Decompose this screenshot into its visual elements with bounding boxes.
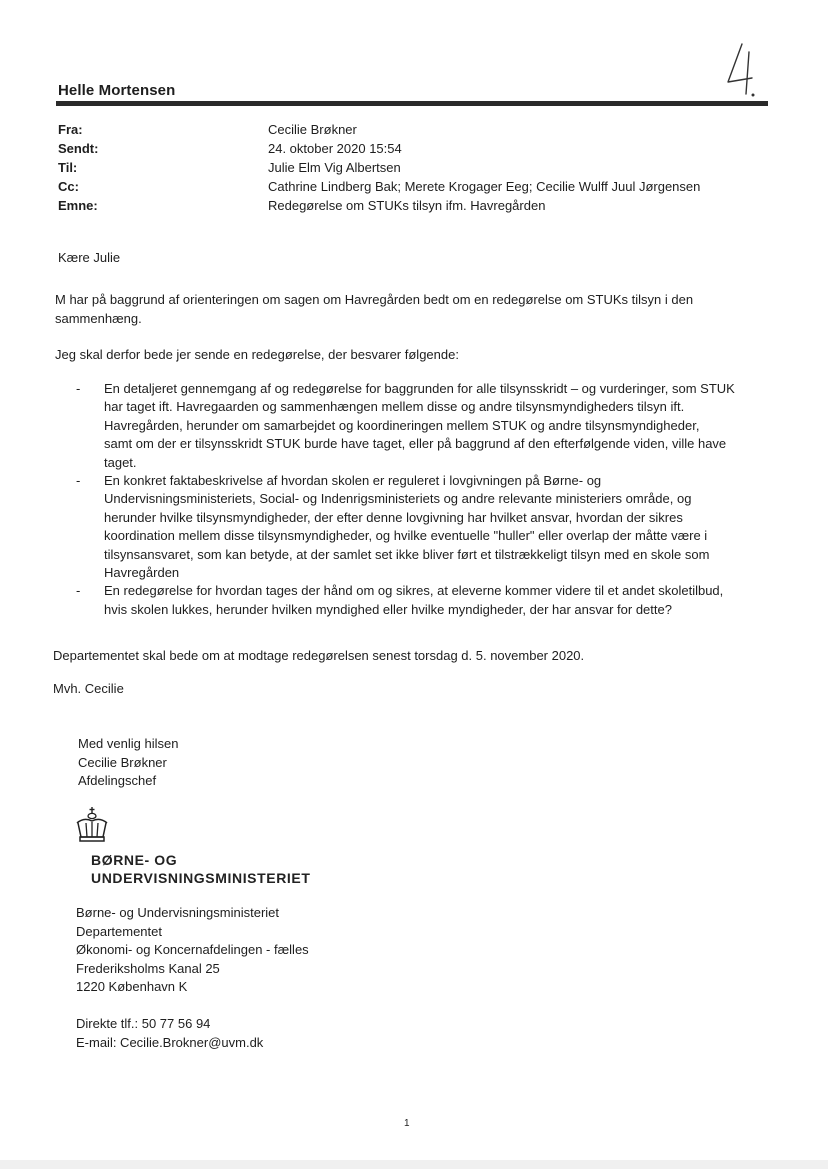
address-block: [76, 904, 309, 997]
signature-title: Afdelingschef: [78, 773, 157, 788]
from-value: Cecilie Brøkner: [268, 122, 357, 137]
to-label: Til:: [58, 160, 78, 175]
scan-bottom-edge: [0, 1160, 828, 1169]
from-label: Fra:: [58, 122, 83, 137]
ministry-logo: [91, 851, 311, 887]
deadline-paragraph: Departementet skal bede om at modtage redegørelsen senest torsdag d. 5. november 2020.: [53, 648, 585, 663]
bullet-line: En redegørelse for hvordan tages der hånd om og sikres, at eleverne kommer videre til et andet skoletilbud,: [104, 583, 724, 599]
bullet-line: samt om der er tilsynsskridt STUK burde have taget, eller på baggrund af den efterfølgende viden, ville have: [104, 436, 727, 452]
signature-greeting: Med venlig hilsen: [78, 736, 179, 751]
bullet-line: En konkret faktabeskrivelse af hvordan skolen er reguleret i lovgivningen på Børne- og: [104, 473, 602, 489]
handwritten-page-mark: [722, 38, 762, 98]
address-org: Børne- og Undervisningsministeriet: [76, 905, 280, 920]
bullet-marker: -: [76, 583, 81, 599]
contact-email: E-mail: Cecilie.Brokner@uvm.dk: [76, 1034, 264, 1050]
paragraph-instruction: Jeg skal derfor bede jer sende en redegørelse, der besvarer følgende:: [55, 347, 459, 362]
logo-line: BØRNE- OG: [91, 852, 178, 868]
cc-value: Cathrine Lindberg Bak; Merete Krogager Eeg; Cecilie Wulff Juul Jørgensen: [268, 179, 701, 194]
page-number: 1: [404, 1118, 410, 1129]
paragraph-line: sammenhæng.: [55, 310, 142, 326]
list-item: [76, 472, 776, 582]
sent-label: Sendt:: [58, 141, 99, 156]
address-division: Økonomi- og Koncernafdelingen - fælles: [76, 942, 309, 957]
contact-block: [76, 1015, 263, 1052]
bullet-line: har taget ift. Havregaarden og sammenhængen mellem disse og andre tilsynsmyndigheders tilsyn ift.: [104, 399, 685, 415]
bullet-list: [76, 380, 776, 619]
bullet-line: hvis skolen lukkes, herunder hvilken myndighed eller hvilke myndigheder, der har ansvar for dette?: [104, 601, 672, 617]
address-street: Frederiksholms Kanal 25: [76, 960, 220, 976]
bullet-line: Havregården, herunder om samarbejdet og koordineringen mellem STUK og andre tilsynsmyndigheder,: [104, 417, 700, 433]
bullet-line: En detaljeret gennemgang af og redegørelse for baggrunden for alle tilsynsskridt – og vurderinger, som STUK: [104, 381, 735, 396]
signature-name: Cecilie Brøkner: [78, 754, 167, 770]
address-dept: Departementet: [76, 923, 162, 939]
document-owner-name: Helle Mortensen: [58, 82, 176, 99]
contact-phone: Direkte tlf.: 50 77 56 94: [76, 1016, 211, 1031]
bullet-line: taget.: [104, 454, 137, 470]
bullet-line: herunder hvilke tilsynsmyndigheder, der efter denne lovgivning har hvilket ansvar, hvordan der sikres: [104, 509, 683, 525]
signature-block: [78, 735, 178, 791]
subject-label: Emne:: [58, 198, 98, 213]
subject-value: Redegørelse om STUKs tilsyn ifm. Havregården: [268, 198, 546, 213]
closing-line: Mvh. Cecilie: [53, 681, 124, 696]
cc-label: Cc:: [58, 179, 79, 194]
list-item: [76, 582, 776, 619]
to-value: Julie Elm Vig Albertsen: [268, 160, 401, 175]
bullet-line: koordination mellem disse tilsynsmyndigheder, og hvilke eventuelle "huller" eller overlap der måtte være i: [104, 528, 708, 544]
header-rule: [56, 101, 768, 106]
crown-icon: [70, 806, 114, 846]
bullet-line: Undervisningsministeriets, Social- og Indenrigsministeriets og andre relevante ministeriers område, og: [104, 491, 692, 507]
list-item: [76, 380, 776, 472]
address-city: 1220 København K: [76, 979, 188, 994]
bullet-line: Havregården: [104, 565, 180, 581]
sent-value: 24. oktober 2020 15:54: [268, 141, 402, 156]
bullet-line: tilsynsansvaret, som kan betyde, at der samlet set ikke bliver ført et tilstrækkeligt tilsyn med en skole som: [104, 546, 710, 562]
logo-line: UNDERVISNINGSMINISTERIET: [91, 870, 311, 886]
paragraph-line: M har på baggrund af orienteringen om sagen om Havregården bedt om en redegørelse om STUKs tilsyn i den: [55, 292, 694, 307]
bullet-marker: -: [76, 381, 81, 396]
greeting: Kære Julie: [58, 250, 121, 265]
paragraph-request: [55, 291, 775, 328]
bullet-marker: -: [76, 473, 81, 489]
